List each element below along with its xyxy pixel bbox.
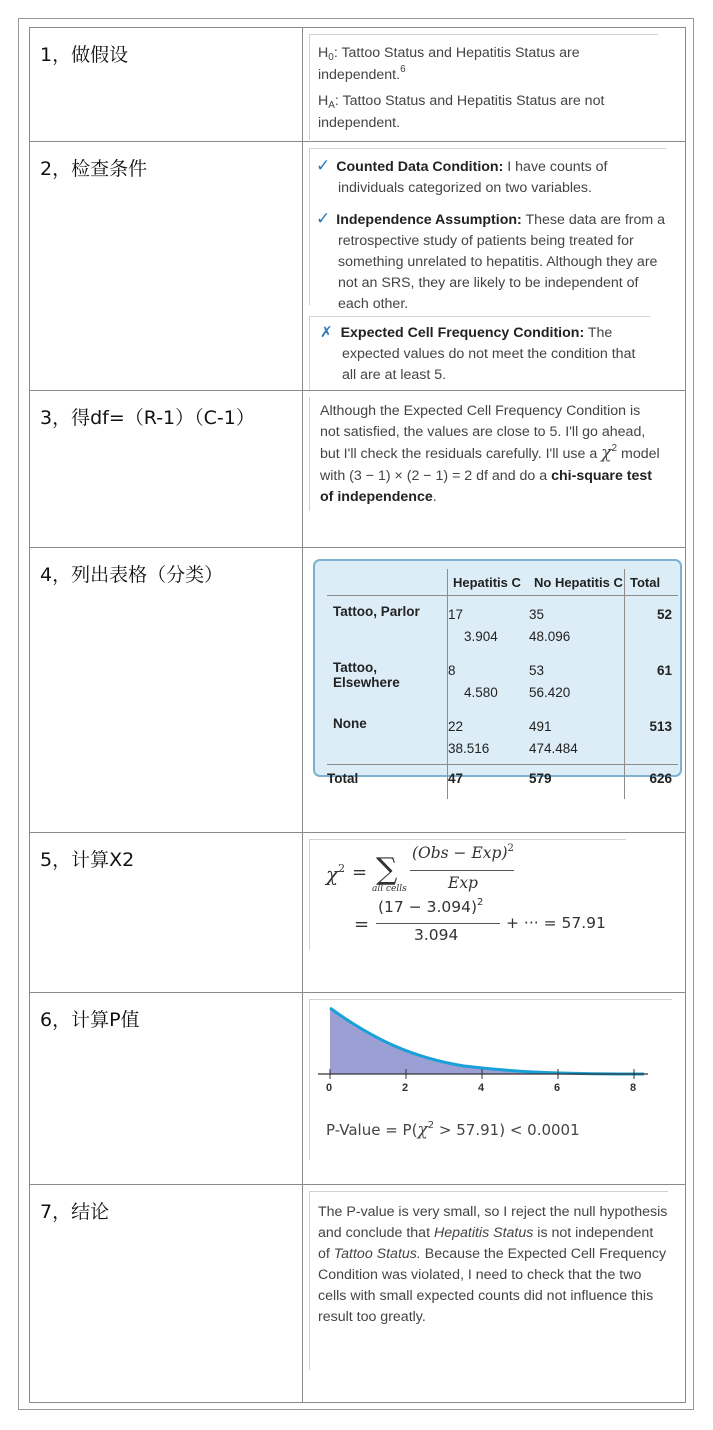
pvalue-suffix: > 57.91) < 0.0001 xyxy=(438,1121,580,1139)
table-row xyxy=(327,596,678,653)
df-text-1: Although the Expected Cell Frequency Condition is not satisfied, the values are close to 5. I'll go ahead, but I'll check the residuals carefully. I'll use a xyxy=(320,403,646,462)
condition-box-2 xyxy=(309,316,650,390)
expected-count: 48.096 xyxy=(529,629,571,644)
conclusion-part: is not independent of xyxy=(318,1225,654,1262)
equals-sign: = xyxy=(354,914,370,935)
row-label: Total xyxy=(327,765,448,800)
column-total: 579 xyxy=(529,765,625,800)
grand-total: 626 xyxy=(625,765,679,800)
condition-box-1 xyxy=(309,148,666,312)
observed-count: 17 xyxy=(448,607,464,622)
row-label: None xyxy=(333,716,367,731)
condition-counted xyxy=(316,155,666,199)
row-label: Tattoo, Parlor xyxy=(333,604,420,619)
steps-table xyxy=(29,27,686,1403)
condition-independence xyxy=(316,208,666,315)
condition-title: Counted Data Condition: xyxy=(336,159,504,175)
contingency-table-panel xyxy=(313,559,682,786)
conclusion-part: The P-value is very small, so I reject the null hypothesis and conclude that xyxy=(318,1204,668,1241)
check-icon: ✓ xyxy=(316,209,331,228)
cross-icon: ✗ xyxy=(320,324,333,341)
observed-count: 53 xyxy=(529,663,545,678)
tick-label: 8 xyxy=(630,1082,637,1094)
step-label: 3，得df=（R-1）（C-1） xyxy=(30,391,303,548)
h0-subscript: 0 xyxy=(328,52,334,63)
observed-count: 22 xyxy=(448,719,464,734)
table-cell xyxy=(448,596,530,653)
df-text xyxy=(320,401,660,508)
step-label: 5，计算X2 xyxy=(30,833,303,993)
chi-symbol: χ xyxy=(601,443,612,463)
row-total: 513 xyxy=(625,708,679,765)
conclusion-box xyxy=(309,1191,668,1370)
step-row-6 xyxy=(30,993,686,1185)
pvalue-statement xyxy=(326,1120,580,1140)
tick-label: 2 xyxy=(402,1082,409,1094)
fraction-bar xyxy=(376,923,500,924)
conclusion-text xyxy=(318,1202,668,1328)
step-row-3 xyxy=(30,391,686,548)
step-label: 2，检查条件 xyxy=(30,142,303,391)
step-content xyxy=(303,993,686,1185)
chi-formula-box xyxy=(309,839,626,950)
tick-label: 6 xyxy=(554,1082,561,1094)
step-label: 4，列出表格（分类） xyxy=(30,548,303,833)
condition-title: Expected Cell Frequency Condition: xyxy=(340,325,585,341)
formula-denominator: Exp xyxy=(448,874,478,892)
hypotheses-box xyxy=(309,34,658,143)
step-content xyxy=(303,548,686,833)
step-row-7 xyxy=(30,1185,686,1403)
h0-symbol: H xyxy=(318,45,329,61)
sigma-symbol: ∑ xyxy=(376,852,398,887)
condition-expected xyxy=(320,322,650,386)
line2-numerator-text: (17 − 3.094) xyxy=(378,898,478,916)
chi-exponent: 2 xyxy=(338,862,346,875)
pvalue-prefix: P-Value = P( xyxy=(326,1121,418,1139)
line2-exponent: 2 xyxy=(477,897,484,908)
step-label: 1，做假设 xyxy=(30,28,303,142)
contingency-table xyxy=(327,569,678,799)
pvalue-box xyxy=(309,999,672,1160)
step-content xyxy=(303,142,686,391)
expected-count: 38.516 xyxy=(448,741,490,756)
table-cell xyxy=(448,708,530,765)
table-cell xyxy=(529,652,625,708)
table-header-row xyxy=(327,569,678,596)
column-total: 47 xyxy=(448,765,530,800)
h0-footnote: 6 xyxy=(400,64,406,75)
line2-result: + ··· = 57.91 xyxy=(506,914,606,932)
chi-exponent: 2 xyxy=(611,443,618,454)
row-total: 52 xyxy=(625,596,679,653)
chi-symbol: χ xyxy=(417,1120,428,1140)
chi-lhs xyxy=(326,862,345,886)
tick-label: 0 xyxy=(326,1082,333,1094)
ha-line: $H_A$: Tattoo Status and Hepatitis Status are not independent. xyxy=(318,93,605,131)
step-content xyxy=(303,1185,686,1403)
expected-count: 3.904 xyxy=(464,629,498,644)
table-header: Hepatitis C xyxy=(448,569,530,596)
conclusion-variable: Tattoo Status. xyxy=(333,1246,421,1262)
observed-count: 35 xyxy=(529,607,545,622)
conclusion-variable: Hepatitis Status xyxy=(433,1225,534,1241)
df-test-name: chi-square test of independence xyxy=(320,468,653,505)
formula-numerator xyxy=(412,844,514,862)
equals-sign: = xyxy=(352,862,368,883)
table-header: No Hepatitis C xyxy=(529,569,625,596)
table-cell xyxy=(448,652,530,708)
tick-label: 4 xyxy=(478,1082,485,1094)
step-label: 6，计算P值 xyxy=(30,993,303,1185)
df-text-end: . xyxy=(432,489,437,505)
expected-count: 474.484 xyxy=(529,741,578,756)
condition-text: I have counts of individuals categorized on two variables. xyxy=(338,159,608,196)
row-total: 61 xyxy=(625,652,679,708)
observed-count: 491 xyxy=(529,719,552,734)
conclusion-part: Because the Expected Cell Frequency Condition was violated, I need to check that the two cells with small expected counts did not influence this result too greatly. xyxy=(318,1246,667,1325)
check-icon: ✓ xyxy=(316,156,331,175)
ha-subscript: A xyxy=(328,100,335,111)
fraction-bar xyxy=(410,870,514,871)
table-header: Total xyxy=(625,569,679,596)
step-row-4 xyxy=(30,548,686,833)
step-row-1 xyxy=(30,28,686,142)
table-cell xyxy=(529,708,625,765)
table-total-row xyxy=(327,765,678,800)
numerator-exponent: 2 xyxy=(507,843,514,854)
line2-denominator: 3.094 xyxy=(414,926,459,944)
step-row-2 xyxy=(30,142,686,391)
step-row-5 xyxy=(30,833,686,993)
table-header xyxy=(327,569,448,596)
condition-text: These data are from a retrospective study of patients being treated for something unrelated to hepatitis. Although they are not an SRS, they are likely to be independent of each other. xyxy=(338,212,666,312)
table-cell xyxy=(529,596,625,653)
step-content xyxy=(303,391,686,548)
expected-count: 4.580 xyxy=(464,685,498,700)
condition-title: Independence Assumption: xyxy=(336,212,522,228)
h0-line: $H_0$: Tattoo Status and Hepatitis Status are independent.$^6$ xyxy=(318,45,580,83)
h0-text: Tattoo Status and Hepatitis Status are independent. xyxy=(318,45,580,83)
expected-count: 56.420 xyxy=(529,685,571,700)
ha-text: Tattoo Status and Hepatitis Status are not independent. xyxy=(318,93,605,131)
chi-symbol: χ xyxy=(326,862,339,886)
step-label: 7，结论 xyxy=(30,1185,303,1403)
sigma-subscript: all cells xyxy=(372,884,407,894)
table-row xyxy=(327,708,678,765)
line2-numerator xyxy=(378,898,483,916)
step-content xyxy=(303,28,686,142)
observed-count: 8 xyxy=(448,663,456,678)
shaded-area xyxy=(330,1008,644,1074)
df-box xyxy=(309,397,660,511)
chi-exponent: 2 xyxy=(427,1120,435,1131)
numerator-text: (Obs − Exp) xyxy=(412,844,508,862)
table-row xyxy=(327,652,678,708)
step-content xyxy=(303,833,686,993)
ha-symbol: H xyxy=(318,93,329,109)
condition-text: The expected values do not meet the condition that all are at least 5. xyxy=(342,325,636,383)
row-label: Tattoo, Elsewhere xyxy=(333,660,400,690)
df-text-2: model with (3 − 1) × (2 − 1) = 2 df and do a xyxy=(320,446,660,484)
